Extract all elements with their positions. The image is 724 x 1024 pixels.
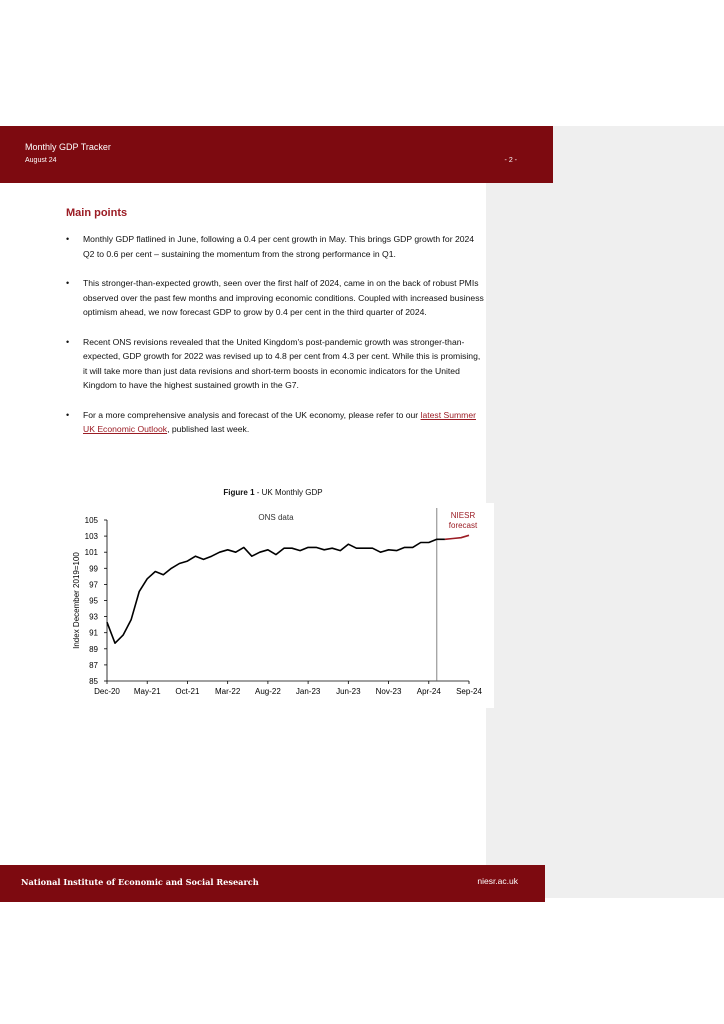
- y-tick-label: 93: [89, 612, 98, 622]
- economic-outlook-link[interactable]: latest Summer UK Economic Outlook: [83, 409, 476, 434]
- y-axis-label: Index December 2019=100: [72, 552, 81, 649]
- x-tick-label: Sep-24: [456, 687, 482, 696]
- bullet-text: For a more comprehensive analysis and forecast of the UK economy, please refer to our: [83, 409, 421, 420]
- main-points-list: [66, 232, 486, 452]
- y-tick-label: 91: [89, 628, 98, 638]
- y-tick-label: 103: [84, 532, 98, 542]
- x-tick-label: May-21: [133, 687, 161, 696]
- footer-url: niesr.ac.uk: [477, 876, 518, 886]
- niesr-annotation-line1: NIESR: [450, 511, 476, 520]
- figure-title: - UK Monthly GDP: [254, 488, 323, 497]
- y-tick-label: 95: [89, 596, 98, 606]
- x-tick-label: Aug-22: [254, 687, 281, 696]
- x-tick-label: Apr-24: [416, 687, 441, 696]
- footer-organization: National Institute of Economic and Social Research: [21, 877, 259, 887]
- bullet-icon: •: [66, 336, 70, 347]
- y-tick-label: 97: [89, 580, 98, 590]
- bullet-icon: •: [66, 409, 70, 420]
- bullet-text: Recent ONS revisions revealed that the United Kingdom's post-pandemic growth was stronger-than-expected, GDP growth for 2022 was revised up to 4.8 per cent from 4.3 per cent. While this is promising, it will take more than just data revisions and short-term boosts in economic indicators for the United Kingdom to have the highest sustained growth in the G7.: [83, 336, 481, 390]
- bullet-icon: •: [66, 278, 70, 288]
- y-tick-label: 101: [84, 548, 98, 558]
- list-item: [66, 232, 486, 261]
- bullet-text-end: , published last week.: [167, 424, 250, 434]
- x-tick-label: Jun-23: [336, 687, 361, 696]
- header-date: August 24: [25, 157, 57, 164]
- y-tick-label: 99: [89, 564, 98, 574]
- figure-label: Figure 1: [223, 488, 255, 497]
- y-tick-label: 85: [89, 677, 98, 686]
- margin-panel: [486, 126, 724, 898]
- page-number: - 2 -: [504, 157, 517, 164]
- list-item: [66, 335, 486, 393]
- list-item: [66, 408, 486, 437]
- bullet-icon: •: [66, 234, 70, 244]
- figure-caption: [66, 488, 480, 497]
- header-title: Monthly GDP Tracker: [25, 142, 111, 152]
- y-tick-label: 89: [89, 644, 98, 654]
- gdp-line-chart: [66, 503, 494, 708]
- page-header: [0, 126, 553, 183]
- bullet-text: This stronger-than-expected growth, seen over the first half of 2024, came in on the back of robust PMIs observed over the past few months and improving economic conditions. Coupled with increased business optimism ahead, we now forecast GDP to grow by 0.4 per cent in the third quarter of 2024.: [83, 278, 484, 317]
- page-footer: [0, 865, 545, 902]
- bullet-text: Monthly GDP flatlined in June, following a 0.4 per cent growth in May. This brings GDP growth for 2024 Q2 to 0.6 per cent – sustaining the momentum from the strong performance in Q1.: [83, 234, 475, 259]
- x-tick-label: Nov-23: [375, 687, 402, 696]
- y-tick-label: 87: [89, 660, 98, 670]
- section-title: Main points: [66, 207, 128, 219]
- x-tick-label: Oct-21: [175, 687, 200, 696]
- list-item: [66, 276, 486, 320]
- x-tick-label: Jan-23: [295, 687, 321, 696]
- y-tick-label: 105: [84, 516, 98, 525]
- chart-background: [66, 503, 494, 708]
- ons-data-annotation: ONS data: [258, 513, 294, 522]
- niesr-annotation-line2: forecast: [448, 521, 478, 530]
- x-tick-label: Mar-22: [214, 687, 241, 696]
- x-tick-label: Dec-20: [94, 687, 120, 696]
